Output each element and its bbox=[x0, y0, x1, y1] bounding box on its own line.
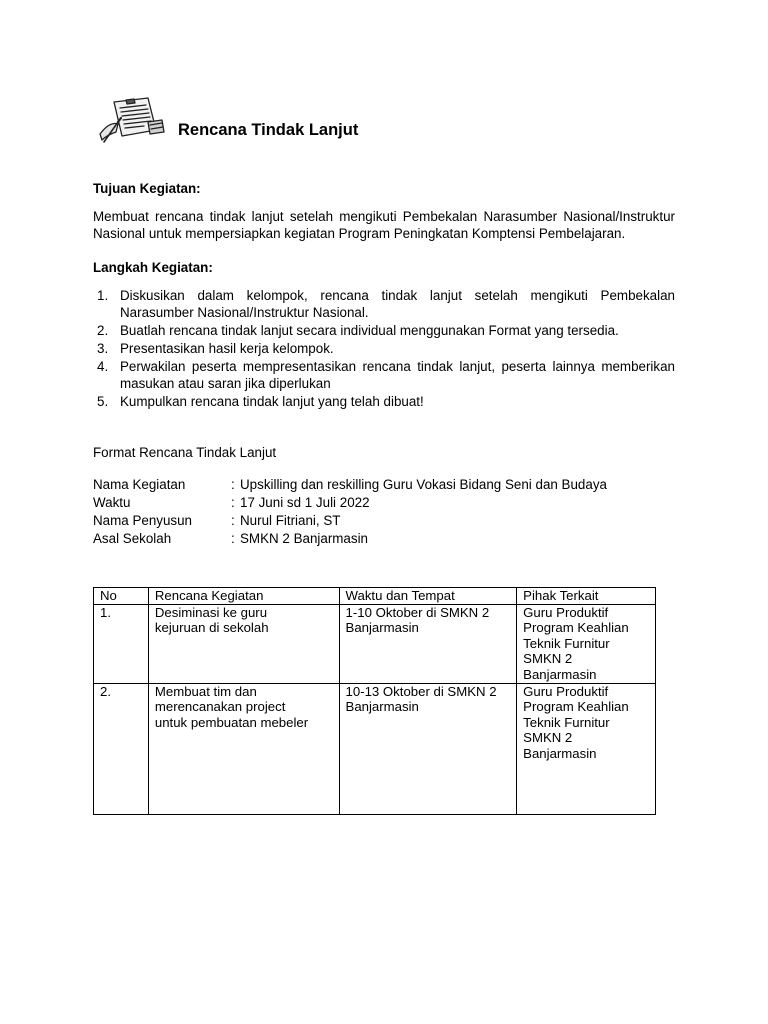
tujuan-heading: Tujuan Kegiatan: bbox=[93, 181, 201, 196]
list-item-text: Presentasikan hasil kerja kelompok. bbox=[120, 341, 334, 356]
cell-pihak bbox=[517, 604, 656, 683]
list-item-number: 1. bbox=[97, 288, 109, 303]
cell-pihak bbox=[517, 683, 656, 814]
cell-waktu bbox=[339, 604, 517, 683]
cell-waktu bbox=[339, 683, 517, 814]
cell-line: Guru Produktif bbox=[523, 683, 609, 699]
list-item-text: Perwakilan peserta mempresentasikan rencana tindak lanjut, peserta lainnya memberikan masukan atau saran jika diperlukan bbox=[120, 359, 675, 391]
list-item-number: 5. bbox=[97, 394, 109, 409]
list-item-number: 3. bbox=[97, 341, 109, 356]
cell-kegiatan bbox=[148, 683, 339, 814]
column-header-waktu-tempat: Waktu dan Tempat bbox=[339, 588, 517, 605]
cell-line: Banjarmasin bbox=[523, 745, 597, 761]
list-item bbox=[93, 287, 675, 321]
clipboard-document-icon bbox=[96, 96, 168, 146]
list-item-number: 4. bbox=[97, 359, 109, 374]
list-item-text: Kumpulkan rencana tindak lanjut yang telah dibuat! bbox=[120, 394, 424, 409]
info-row-asal-sekolah bbox=[93, 530, 675, 548]
tujuan-text: Membuat rencana tindak lanjut setelah mengikuti Pembekalan Narasumber Nasional/Instruktur Nasional untuk mempersiapkan kegiatan Program Peningkatan Komptensi Pembelajaran. bbox=[93, 209, 675, 241]
list-item bbox=[93, 393, 675, 410]
info-key: Waktu bbox=[93, 495, 131, 510]
cell-line: Program Keahlian bbox=[523, 699, 629, 715]
cell-line: SMKN 2 bbox=[523, 651, 573, 667]
cell-line: 10-13 Oktober di SMKN 2 bbox=[345, 683, 497, 699]
cell-line: Program Keahlian bbox=[523, 620, 629, 636]
list-item bbox=[93, 358, 675, 392]
langkah-list bbox=[93, 287, 675, 410]
cell-line: Banjarmasin bbox=[523, 666, 597, 682]
cell-line: Teknik Furnitur bbox=[523, 635, 610, 651]
rencana-table bbox=[93, 587, 656, 815]
list-item-text: Buatlah rencana tindak lanjut secara individual menggunakan Format yang tersedia. bbox=[120, 323, 619, 338]
column-header-rencana-kegiatan: Rencana Kegiatan bbox=[148, 588, 339, 605]
info-separator: : bbox=[231, 477, 235, 492]
page-title: Rencana Tindak Lanjut bbox=[178, 121, 359, 139]
cell-no: 2. bbox=[94, 683, 149, 814]
cell-kegiatan bbox=[148, 604, 339, 683]
format-title: Format Rencana Tindak Lanjut bbox=[93, 445, 277, 460]
cell-line: untuk pembuatan mebeler bbox=[154, 714, 309, 730]
info-key: Asal Sekolah bbox=[93, 531, 172, 546]
cell-line: Banjarmasin bbox=[345, 699, 419, 715]
info-row-nama-penyusun bbox=[93, 512, 675, 530]
cell-line: SMKN 2 bbox=[523, 730, 573, 746]
cell-line: Banjarmasin bbox=[345, 620, 419, 636]
table-row bbox=[94, 604, 656, 683]
info-row-nama-kegiatan bbox=[93, 476, 675, 494]
list-item-text: Diskusikan dalam kelompok, rencana tindak lanjut setelah mengikuti Pembekalan Narasumber Nasional/Instruktur Nasional. bbox=[120, 288, 675, 320]
list-item-number: 2. bbox=[97, 323, 109, 338]
langkah-heading: Langkah Kegiatan: bbox=[93, 260, 213, 275]
info-block bbox=[93, 476, 675, 548]
column-header-pihak-terkait: Pihak Terkait bbox=[517, 588, 656, 605]
cell-line: Membuat tim dan bbox=[154, 683, 257, 699]
info-value: 17 Juni sd 1 Juli 2022 bbox=[240, 495, 370, 510]
info-separator: : bbox=[231, 513, 235, 528]
cell-line: Guru Produktif bbox=[523, 604, 609, 620]
info-value: SMKN 2 Banjarmasin bbox=[240, 531, 369, 546]
list-item bbox=[93, 340, 675, 357]
info-value: Upskilling dan reskilling Guru Vokasi Bidang Seni dan Budaya bbox=[240, 477, 607, 492]
list-item bbox=[93, 322, 675, 339]
cell-line: Teknik Furnitur bbox=[523, 714, 610, 730]
column-header-no: No bbox=[94, 588, 149, 605]
cell-line: kejuruan di sekolah bbox=[154, 620, 269, 636]
cell-line: merencanakan project bbox=[154, 699, 286, 715]
cell-line: Desiminasi ke guru bbox=[154, 604, 268, 620]
table-header-row bbox=[94, 588, 656, 605]
info-value: Nurul Fitriani, ST bbox=[240, 513, 341, 528]
cell-line: 1-10 Oktober di SMKN 2 bbox=[345, 604, 490, 620]
info-key: Nama Kegiatan bbox=[93, 477, 186, 492]
info-row-waktu bbox=[93, 494, 675, 512]
document-header bbox=[96, 96, 696, 146]
cell-no: 1. bbox=[94, 604, 149, 683]
info-separator: : bbox=[231, 495, 235, 510]
info-key: Nama Penyusun bbox=[93, 513, 192, 528]
table-row bbox=[94, 683, 656, 814]
info-separator: : bbox=[231, 531, 235, 546]
document-body bbox=[93, 180, 675, 548]
